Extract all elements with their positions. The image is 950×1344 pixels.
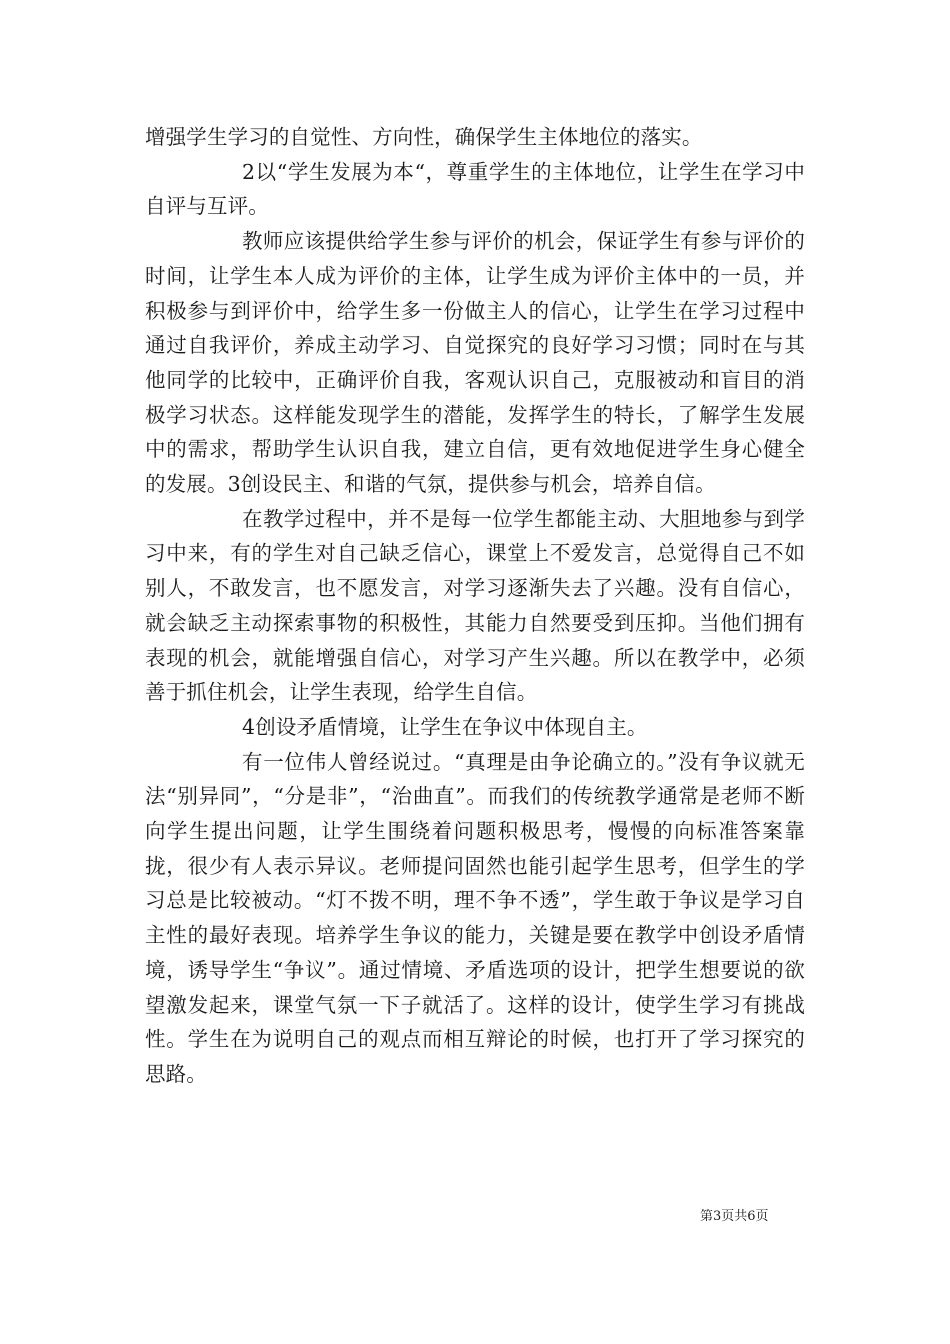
page-number-footer: 第3页共6页 (700, 1209, 769, 1224)
document-body (145, 120, 805, 1092)
paragraph-heading-4: 4创设矛盾情境，让学生在争议中体现自主。 (242, 714, 648, 739)
paragraph-confidence: 在教学过程中，并不是每一位学生都能主动、大胆地参与到学习中来，有的学生对自己缺乏信心，课堂上不爱发言，总觉得自己不如别人，不敢发言，也不愿发言，对学习逐渐失去了兴趣。没有自信心，就会缺乏主动探索事物的积极性，其能力自然要受到压抑。当他们拥有表现的机会，就能增强自信心，对学习产生兴趣。所以在教学中，必须善于抓住机会，让学生表现，给学生自信。 (145, 506, 805, 705)
paragraph-heading-2: 2以“学生发展为本“，尊重学生的主体地位，让学生在学习中自评与互评。 (145, 159, 805, 219)
paragraph-debate: 有一位伟人曾经说过。“真理是由争论确立的。”没有争议就无法“别异同”，“分是非”，“治曲直”。而我们的传统教学通常是老师不断向学生提出问题，让学生围绕着问题积极思考，慢慢的向标准答案靠拢，很少有人表示异议。老师提问固然也能引起学生思考，但学生的学习总是比较被动。“灯不拨不明，理不争不透”，学生敢于争议是学习自主性的最好表现。培养学生争议的能力，关键是要在教学中创设矛盾情境，诱导学生“争议”。通过情境、矛盾选项的设计，把学生想要说的欲望激发起来，课堂气氛一下子就活了。这样的设计，使学生学习有挑战性。学生在为说明自己的观点而相互辩论的时候，也打开了学习探究的思路。 (145, 749, 805, 1086)
paragraph-continuation: 增强学生学习的自觉性、方向性，确保学生主体地位的落实。 (145, 125, 703, 149)
paragraph-evaluation: 教师应该提供给学生参与评价的机会，保证学生有参与评价的时间，让学生本人成为评价的主体，让学生成为评价主体中的一员，并积极参与到评价中，给学生多一份做主人的信心，让学生在学习过程中通过自我评价，养成主动学习、自觉探究的良好学习习惯；同时在与其他同学的比较中，正确评价自我，客观认识自己，克服被动和盲目的消极学习状态。这样能发现学生的潜能，发挥学生的特长，了解学生发展中的需求，帮助学生认识自我，建立自信，更有效地促进学生身心健全的发展。3创设民主、和谐的气氛，提供参与机会，培养自信。 (145, 229, 805, 497)
